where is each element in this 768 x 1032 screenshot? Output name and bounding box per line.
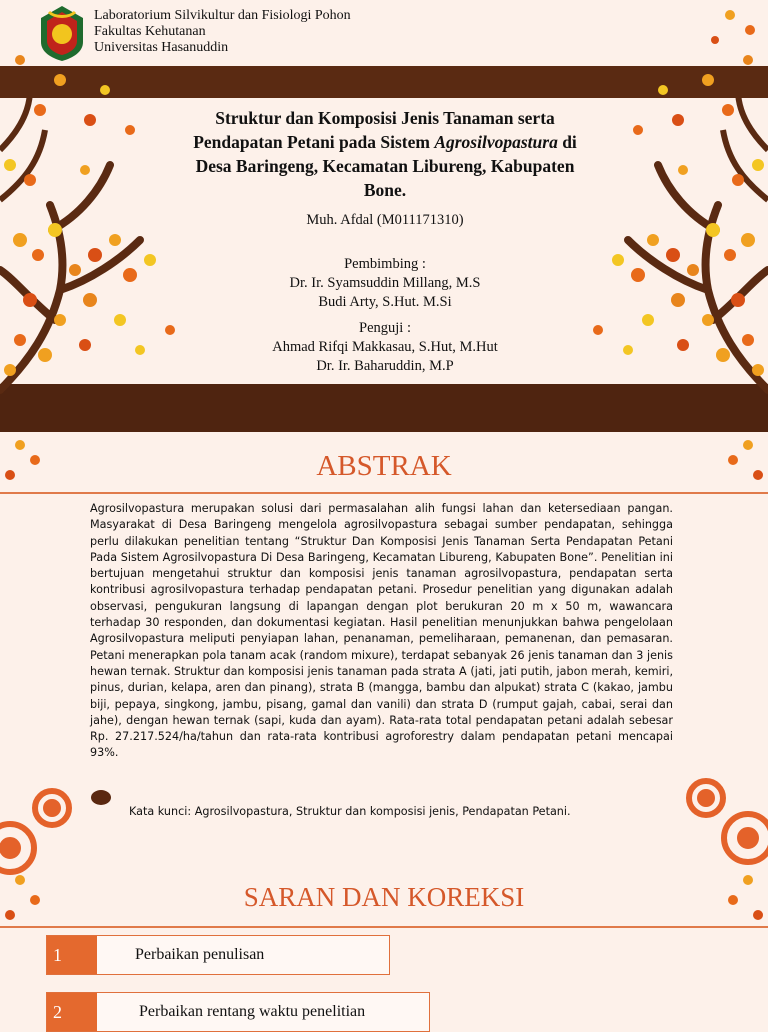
gear-icon [0, 781, 768, 872]
saran-item-number: 2 [47, 993, 97, 1031]
saran-item [46, 992, 430, 1032]
bullet-dot [91, 790, 111, 805]
saran-item [46, 935, 390, 975]
abstrak-text: Agrosilvopastura merupakan solusi dari permasalahan alih fungsi lahan dan ketersediaan pangan. Masyarakat di Desa Baringeng mengelola agrosilvopastura sebagai sumber pendapatan, sehingga perlu dilakukan penelitian tentang “Struktur Dan Komposisi Jenis Tanaman Serta Pendapatan Petani Pada Sistem Agrosilvopastura Di Desa Baringeng, Kecamatan Libureng, Kabupaten Bone”. Penelitian ini bertujuan mengetahui struktur dan komposisi jenis tanaman agrosilvopastura, pendapatan serta kontribusi agrosilvopastura terhadap pendapatan petani. Prosedur penelitian yang digunakan adalah observasi, pengukuran langsung di lapangan dengan plot berukuran 20 m x 50 m, wawancara terhadap 30 responden, dan dokumentasi kegiatan. Hasil penelitian menunjukkan bahwa pengelolaan Agrosilvopastura meliputi penyiapan lahan, penanaman, pemeliharaan, pemanenan, dan pemasaran. Petani menerapkan pola tanam acak (random mixure), terdapat sebanyak 26 jenis tanaman dan 3 jenis hewan ternak. Struktur dan komposisi jenis tanaman pada strata A (jati, jati putih, jabon merah, kemiri, pinus, durian, kelapa, aren dan pinang), strata B (mangga, bambu dan alpukat) strata C (kakao, jambu biji, pepaya, singkong, jambu, pisang, gamal dan vanili) dan strata D (rumput gajah, cabai, serai dan jahe), dengan hewan ternak (sapi, kuda dan ayam). Rata-rata total pendapatan petani adalah sebesar Rp. 27.217.524/ha/tahun dan rata-rata kontribusi agroforestry dalam pendapatan petani mencapai 93%. [90, 502, 673, 760]
penguji-name-2: Dr. Ir. Baharuddin, M.P [316, 358, 454, 374]
pembimbing-block [160, 255, 610, 312]
university-name: Universitas Hasanuddin [94, 40, 229, 55]
title-line-3: Desa Baringeng, Kecamatan Libureng, Kabupaten [195, 156, 575, 176]
saran-item-label: Perbaikan penulisan [135, 946, 265, 963]
saran-divider [0, 926, 768, 928]
saran-heading: SARAN DAN KOREKSI [243, 882, 525, 912]
title-line-4: Bone. [363, 180, 407, 200]
penguji-block [160, 319, 610, 376]
institution-header [94, 8, 351, 56]
title-line-2-pre: Pendapatan Petani pada Sistem [193, 132, 435, 152]
title-line-2-post: di [557, 132, 577, 152]
pembimbing-name-2: Budi Arty, S.Hut. M.Si [318, 294, 452, 310]
saran-item-number: 1 [47, 936, 97, 974]
pembimbing-name-1: Dr. Ir. Syamsuddin Millang, M.S [289, 275, 481, 291]
university-logo-icon [37, 4, 87, 62]
title-line-1: Struktur dan Komposisi Jenis Tanaman serta [215, 108, 555, 128]
lab-name: Laboratorium Silvikultur dan Fisiologi Pohon [94, 8, 351, 23]
keywords-text: Kata kunci: Agrosilvopastura, Struktur dan komposisi jenis, Pendapatan Petani. [129, 805, 571, 818]
faculty-name: Fakultas Kehutanan [94, 24, 206, 39]
penguji-label: Penguji : [359, 320, 411, 336]
abstrak-heading: ABSTRAK [316, 450, 452, 482]
title-line-2-italic: Agrosilvopastura [434, 132, 558, 152]
author-name: Muh. Afdal (M011171310) [306, 212, 464, 228]
saran-item-label: Perbaikan rentang waktu penelitian [139, 1003, 366, 1020]
abstrak-divider [0, 492, 768, 494]
penguji-name-1: Ahmad Rifqi Makkasau, S.Hut, M.Hut [272, 339, 498, 355]
pembimbing-label: Pembimbing : [344, 256, 426, 272]
poster-title [160, 106, 610, 202]
